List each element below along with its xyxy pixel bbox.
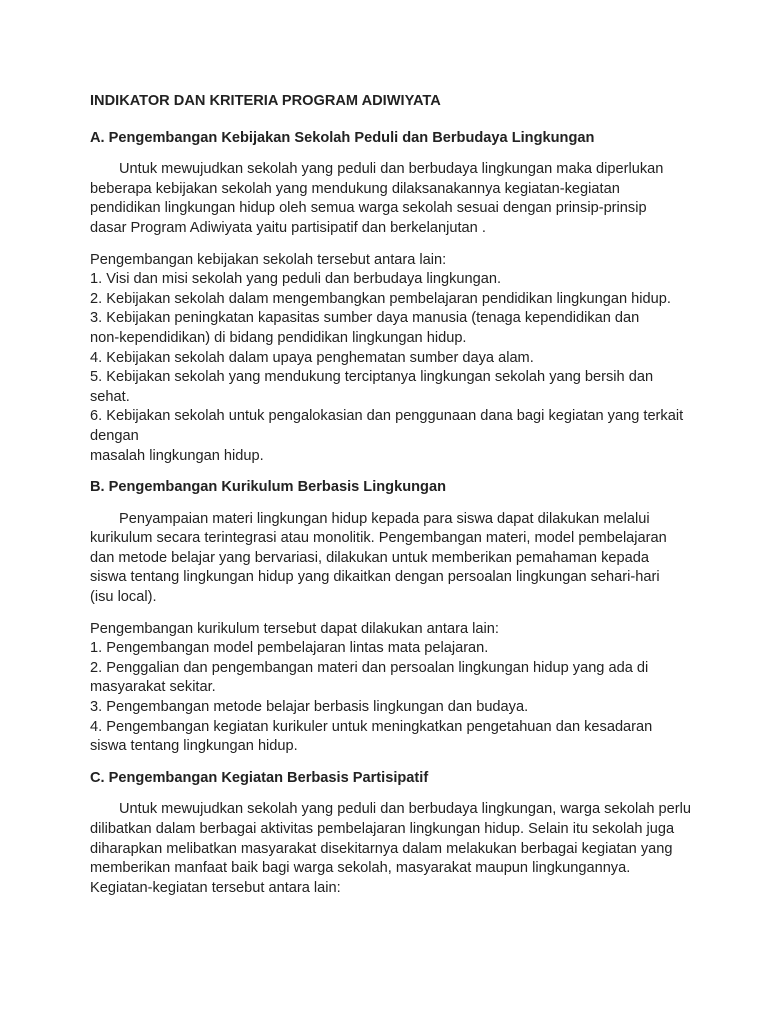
list-item: 1. Pengembangan model pembelajaran lintas mata pelajaran. <box>90 640 489 657</box>
document-page <box>90 92 690 910</box>
paragraph-line: dasar Program Adiwiyata yaitu partisipatif dan berkelanjutan . <box>90 219 486 236</box>
paragraph-line: Kegiatan-kegiatan tersebut antara lain: <box>90 879 341 896</box>
list-item: 2. Kebijakan sekolah dalam mengembangkan pembelajaran pendidikan lingkungan hidup. <box>90 290 671 307</box>
list-item: 1. Visi dan misi sekolah yang peduli dan berbudaya lingkungan. <box>90 271 502 288</box>
paragraph-line: Untuk mewujudkan sekolah yang peduli dan berbudaya lingkungan maka diperlukan <box>119 161 664 178</box>
list-item-continuation: masalah lingkungan hidup. <box>90 447 264 464</box>
paragraph-line: kurikulum secara terintegrasi atau monolitik. Pengembangan materi, model pembelajaran <box>90 530 667 547</box>
document-title: INDIKATOR DAN KRITERIA PROGRAM ADIWIYATA <box>90 93 441 109</box>
section-a-heading: A. Pengembangan Kebijakan Sekolah Peduli dan Berbudaya Lingkungan <box>90 129 595 146</box>
list-item-continuation: sehat. <box>90 388 130 405</box>
section-a-list <box>90 251 690 467</box>
section-b-heading: B. Pengembangan Kurikulum Berbasis Lingkungan <box>90 479 446 496</box>
list-item: 6. Kebijakan sekolah untuk pengalokasian dan penggunaan dana bagi kegiatan yang terkait <box>90 408 684 425</box>
paragraph-line: memberikan manfaat baik bagi warga sekolah, masyarakat maupun lingkungannya. <box>90 860 631 877</box>
paragraph-line: pendidikan lingkungan hidup oleh semua warga sekolah sesuai dengan prinsip-prinsip <box>90 200 647 217</box>
list-item: 4. Pengembangan kegiatan kurikuler untuk meningkatkan pengetahuan dan kesadaran <box>90 718 653 735</box>
section-a <box>90 129 690 467</box>
list-item: 3. Kebijakan peningkatan kapasitas sumber daya manusia (tenaga kependidikan dan <box>90 310 640 327</box>
section-b <box>90 478 690 757</box>
section-b-list <box>90 620 690 757</box>
section-c <box>90 769 690 899</box>
section-c-heading: C. Pengembangan Kegiatan Berbasis Partisipatif <box>90 769 429 786</box>
list-intro: Pengembangan kurikulum tersebut dapat dilakukan antara lain: <box>90 620 499 637</box>
paragraph-line: dan metode belajar yang bervariasi, dilakukan untuk memberikan pemahaman kepada <box>90 549 649 566</box>
list-item-continuation: masyarakat sekitar. <box>90 679 216 696</box>
list-intro: Pengembangan kebijakan sekolah tersebut antara lain: <box>90 251 447 268</box>
list-item: 2. Penggalian dan pengembangan materi dan persoalan lingkungan hidup yang ada di <box>90 659 649 676</box>
list-item-continuation: dengan <box>90 427 139 444</box>
paragraph-line: dilibatkan dalam berbagai aktivitas pembelajaran lingkungan hidup. Selain itu sekolah juga <box>90 821 675 837</box>
paragraph-line: Untuk mewujudkan sekolah yang peduli dan berbudaya lingkungan, warga sekolah perlu <box>119 801 691 818</box>
section-b-intro <box>90 510 690 608</box>
list-item-continuation: siswa tentang lingkungan hidup. <box>90 738 298 755</box>
paragraph-line: Penyampaian materi lingkungan hidup kepada para siswa dapat dilakukan melalui <box>119 510 650 527</box>
list-item-continuation: non-kependidikan) di bidang pendidikan lingkungan hidup. <box>90 329 467 346</box>
list-item: 4. Kebijakan sekolah dalam upaya penghematan sumber daya alam. <box>90 349 534 366</box>
list-item: 5. Kebijakan sekolah yang mendukung terciptanya lingkungan sekolah yang bersih dan <box>90 369 654 386</box>
paragraph-line: (isu local). <box>90 589 157 606</box>
section-a-intro <box>90 160 690 238</box>
list-item: 3. Pengembangan metode belajar berbasis lingkungan dan budaya. <box>90 699 529 716</box>
paragraph-line: diharapkan melibatkan masyarakat disekitarnya dalam melakukan berbagai kegiatan yang <box>90 840 673 857</box>
paragraph-line: siswa tentang lingkungan hidup yang dikaitkan dengan persoalan lingkungan sehari-hari <box>90 569 660 586</box>
section-c-intro <box>90 800 690 898</box>
paragraph-line: beberapa kebijakan sekolah yang mendukung dilaksanakannya kegiatan-kegiatan <box>90 180 620 197</box>
